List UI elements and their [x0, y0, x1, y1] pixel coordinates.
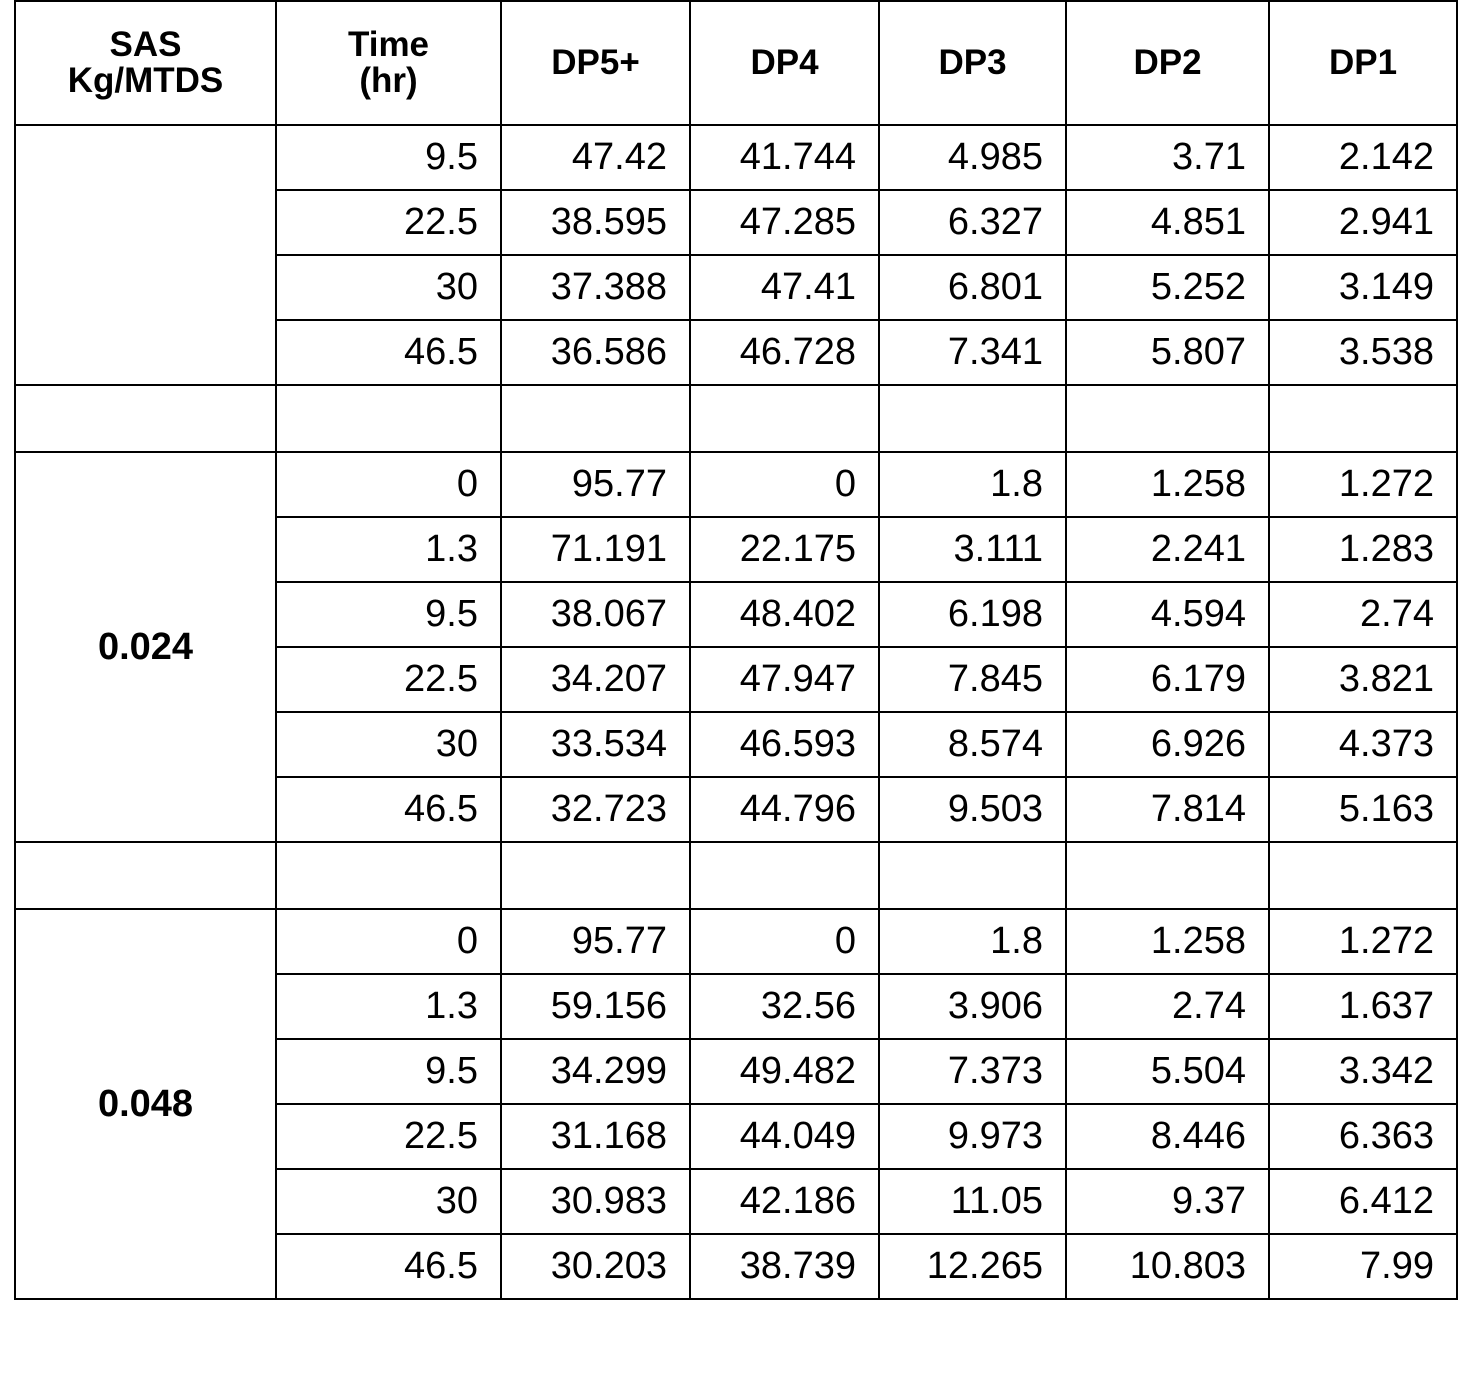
spacer-row	[15, 385, 1457, 452]
dp-value-cell: 47.42	[501, 125, 690, 190]
time-cell: 9.5	[276, 125, 501, 190]
dp-value-cell: 4.985	[879, 125, 1066, 190]
dp-value-cell: 10.803	[1066, 1234, 1269, 1299]
dp-value-cell: 3.111	[879, 517, 1066, 582]
dp-value-cell: 49.482	[690, 1039, 879, 1104]
empty-cell	[1269, 842, 1457, 909]
dp-value-cell: 32.723	[501, 777, 690, 842]
dp-value-cell: 34.207	[501, 647, 690, 712]
dp-value-cell: 5.504	[1066, 1039, 1269, 1104]
dp-value-cell: 47.947	[690, 647, 879, 712]
dp-value-cell: 9.973	[879, 1104, 1066, 1169]
dp-value-cell: 1.637	[1269, 974, 1457, 1039]
dp-value-cell: 30.203	[501, 1234, 690, 1299]
empty-cell	[276, 385, 501, 452]
dp-value-cell: 31.168	[501, 1104, 690, 1169]
time-cell: 46.5	[276, 320, 501, 385]
dp-value-cell: 7.814	[1066, 777, 1269, 842]
time-cell: 46.5	[276, 777, 501, 842]
header-time: Time (hr)	[276, 1, 501, 125]
dp-value-cell: 46.728	[690, 320, 879, 385]
dp-value-cell: 3.906	[879, 974, 1066, 1039]
sas-dose-cell: 0.024	[15, 452, 276, 842]
empty-cell	[501, 385, 690, 452]
empty-cell	[879, 842, 1066, 909]
dp-value-cell: 6.926	[1066, 712, 1269, 777]
dp-value-cell: 12.265	[879, 1234, 1066, 1299]
dp-value-cell: 1.272	[1269, 909, 1457, 974]
dp-value-cell: 6.363	[1269, 1104, 1457, 1169]
dp-value-cell: 6.412	[1269, 1169, 1457, 1234]
dp-value-cell: 11.05	[879, 1169, 1066, 1234]
dp-value-cell: 3.342	[1269, 1039, 1457, 1104]
dp-value-cell: 6.327	[879, 190, 1066, 255]
dp-value-cell: 3.538	[1269, 320, 1457, 385]
empty-cell	[276, 842, 501, 909]
dp-value-cell: 2.74	[1066, 974, 1269, 1039]
dp-value-cell: 5.252	[1066, 255, 1269, 320]
time-cell: 22.5	[276, 1104, 501, 1169]
dp-value-cell: 3.149	[1269, 255, 1457, 320]
header-row	[15, 1, 1457, 125]
header-dp5: DP5+	[501, 1, 690, 125]
dp-value-cell: 46.593	[690, 712, 879, 777]
dp-value-cell: 38.595	[501, 190, 690, 255]
dp-value-cell: 4.373	[1269, 712, 1457, 777]
dp-value-cell: 47.41	[690, 255, 879, 320]
dp-value-cell: 0	[690, 452, 879, 517]
empty-cell	[690, 385, 879, 452]
dp-value-cell: 1.8	[879, 452, 1066, 517]
dp-value-cell: 5.163	[1269, 777, 1457, 842]
dp-value-cell: 8.446	[1066, 1104, 1269, 1169]
dp-value-cell: 3.821	[1269, 647, 1457, 712]
dp-value-cell: 6.198	[879, 582, 1066, 647]
dp-value-cell: 6.801	[879, 255, 1066, 320]
dp-value-cell: 9.503	[879, 777, 1066, 842]
empty-cell	[15, 842, 276, 909]
empty-cell	[15, 385, 276, 452]
time-cell: 22.5	[276, 190, 501, 255]
dp-value-cell: 48.402	[690, 582, 879, 647]
dp-value-cell: 2.74	[1269, 582, 1457, 647]
time-cell: 9.5	[276, 1039, 501, 1104]
table-row	[15, 125, 1457, 190]
dp-value-cell: 33.534	[501, 712, 690, 777]
dp-value-cell: 1.8	[879, 909, 1066, 974]
dp-value-cell: 71.191	[501, 517, 690, 582]
dp-value-cell: 38.739	[690, 1234, 879, 1299]
dp-value-cell: 59.156	[501, 974, 690, 1039]
dp-value-cell: 1.272	[1269, 452, 1457, 517]
dp-value-cell: 7.341	[879, 320, 1066, 385]
dp-value-cell: 2.241	[1066, 517, 1269, 582]
dp-value-cell: 1.258	[1066, 909, 1269, 974]
dp-value-cell: 2.941	[1269, 190, 1457, 255]
time-cell: 1.3	[276, 517, 501, 582]
dp-value-cell: 22.175	[690, 517, 879, 582]
dp-value-cell: 34.299	[501, 1039, 690, 1104]
header-dp2: DP2	[1066, 1, 1269, 125]
dp-value-cell: 1.283	[1269, 517, 1457, 582]
header-dp4: DP4	[690, 1, 879, 125]
time-cell: 9.5	[276, 582, 501, 647]
dp-value-cell: 44.049	[690, 1104, 879, 1169]
sas-dose-cell: 0.048	[15, 909, 276, 1299]
time-cell: 22.5	[276, 647, 501, 712]
dp-value-cell: 8.574	[879, 712, 1066, 777]
dp-value-cell: 4.594	[1066, 582, 1269, 647]
header-sas: SAS Kg/MTDS	[15, 1, 276, 125]
empty-cell	[501, 842, 690, 909]
sas-dose-cell	[15, 125, 276, 385]
dp-value-cell: 9.37	[1066, 1169, 1269, 1234]
dp-value-cell: 38.067	[501, 582, 690, 647]
dp-value-cell: 37.388	[501, 255, 690, 320]
empty-cell	[690, 842, 879, 909]
time-cell: 1.3	[276, 974, 501, 1039]
dp-value-cell: 2.142	[1269, 125, 1457, 190]
dp-value-cell: 95.77	[501, 452, 690, 517]
header-dp3: DP3	[879, 1, 1066, 125]
dp-value-cell: 32.56	[690, 974, 879, 1039]
dp-value-cell: 3.71	[1066, 125, 1269, 190]
dp-value-cell: 36.586	[501, 320, 690, 385]
dp-value-cell: 6.179	[1066, 647, 1269, 712]
empty-cell	[879, 385, 1066, 452]
empty-cell	[1269, 385, 1457, 452]
dp-value-cell: 95.77	[501, 909, 690, 974]
dp-value-cell: 4.851	[1066, 190, 1269, 255]
time-cell: 0	[276, 909, 501, 974]
time-cell: 46.5	[276, 1234, 501, 1299]
header-dp1: DP1	[1269, 1, 1457, 125]
dp-value-cell: 44.796	[690, 777, 879, 842]
spacer-row	[15, 842, 1457, 909]
dp-value-cell: 7.373	[879, 1039, 1066, 1104]
data-table	[14, 0, 1458, 1300]
dp-value-cell: 42.186	[690, 1169, 879, 1234]
dp-value-cell: 7.845	[879, 647, 1066, 712]
empty-cell	[1066, 842, 1269, 909]
dp-value-cell: 7.99	[1269, 1234, 1457, 1299]
table-body	[15, 125, 1457, 1299]
dp-value-cell: 0	[690, 909, 879, 974]
time-cell: 0	[276, 452, 501, 517]
dp-value-cell: 5.807	[1066, 320, 1269, 385]
dp-value-cell: 47.285	[690, 190, 879, 255]
dp-value-cell: 41.744	[690, 125, 879, 190]
table-row	[15, 909, 1457, 974]
table-row	[15, 452, 1457, 517]
empty-cell	[1066, 385, 1269, 452]
dp-value-cell: 30.983	[501, 1169, 690, 1234]
time-cell: 30	[276, 712, 501, 777]
time-cell: 30	[276, 1169, 501, 1234]
dp-value-cell: 1.258	[1066, 452, 1269, 517]
time-cell: 30	[276, 255, 501, 320]
